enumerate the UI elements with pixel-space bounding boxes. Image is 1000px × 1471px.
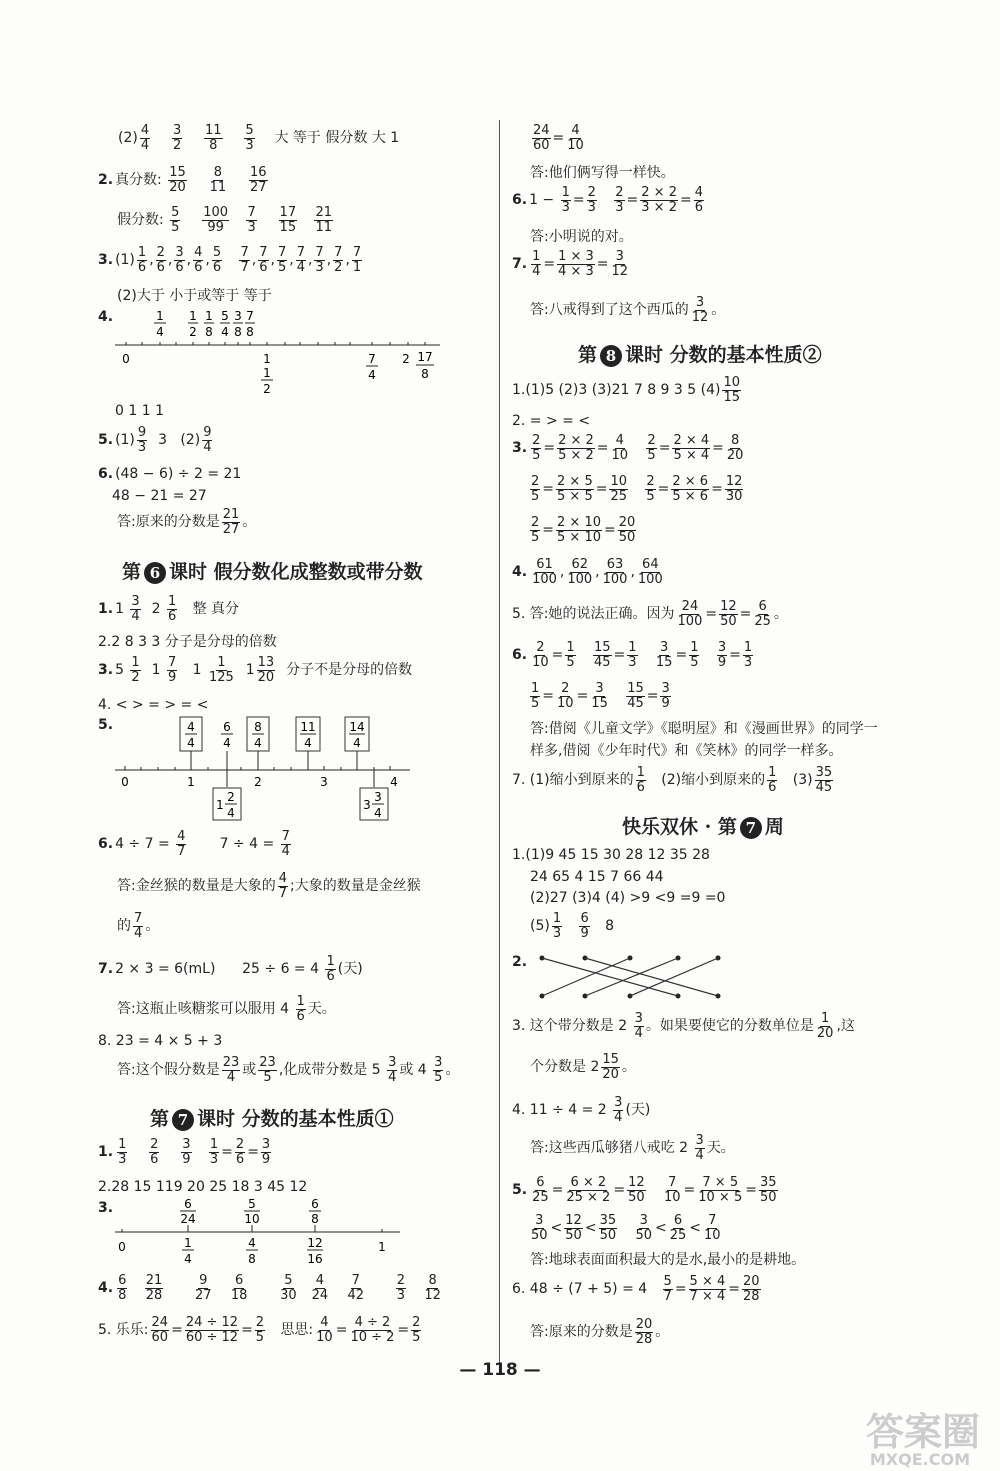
l6-q7: 7. 2 × 3 = 6(mL) 25 ÷ 6 = 4 $\frac{1}{6}$ (天): [98, 954, 363, 984]
svg-text:4: 4: [221, 325, 229, 339]
w-q3-line2: 个分数是 2 $\frac{15}{20}$ 。: [530, 1052, 636, 1082]
l5-q1-tail: 大 等于 假分数 大 1: [274, 130, 400, 147]
l5-q6-line1: 6. (48 − 6) ÷ 2 = 21: [98, 466, 242, 482]
svg-text:6: 6: [311, 1197, 319, 1211]
r-q7: 7. $\frac{1}{4}$ = $\frac{1 \times 3}{4 \times 3}$ = $\frac{3}{12}$: [512, 249, 629, 279]
svg-text:1: 1: [187, 775, 195, 789]
svg-text:8: 8: [234, 325, 242, 339]
svg-text:7: 7: [246, 309, 254, 323]
svg-text:4: 4: [368, 368, 376, 382]
l6-q5-number-line: [110, 712, 420, 824]
svg-text:3: 3: [320, 775, 328, 789]
svg-text:4: 4: [227, 806, 235, 820]
svg-text:8: 8: [246, 325, 254, 339]
r-q7-answer: 答:八戒得到了这个西瓜的 $\frac{3}{12}$ 。: [530, 295, 726, 325]
w-q1-line1: 1.(1)9 45 15 30 28 12 35 28: [512, 847, 710, 863]
svg-text:2: 2: [189, 325, 197, 339]
w-q2-matching-lines: [530, 952, 730, 1002]
l8-q2: 2. = > = <: [512, 413, 591, 429]
l6-q6: 6. 4 ÷ 7 = $\frac{4}{7}$ 7 ÷ 4 = $\frac{7}{4}$: [98, 829, 290, 859]
page-number: — 118 —: [459, 1360, 541, 1380]
svg-text:1: 1: [263, 366, 271, 380]
svg-text:4: 4: [353, 736, 361, 750]
svg-text:3: 3: [374, 790, 382, 804]
svg-text:12: 12: [307, 1236, 323, 1250]
l6-q8: 8. 23 = 4 × 5 + 3: [98, 1033, 223, 1049]
svg-text:11: 11: [300, 720, 316, 734]
w-q1-line4: (5) $\frac{1}{3}$ $\frac{6}{9}$ 8: [530, 911, 615, 941]
svg-text:2: 2: [263, 382, 271, 396]
w-q4-answer: 答:这些西瓜够猪八戒吃 2 $\frac{3}{4}$ 天。: [530, 1133, 735, 1163]
w-q1-line2: 24 65 4 15 7 66 44: [530, 869, 664, 885]
heading-lesson-6: 第 6 课时 假分数化成整数或带分数: [122, 561, 423, 583]
w-q5-answer: 答:地球表面面积最大的是水,最小的是耕地。: [530, 1252, 806, 1268]
l8-q6-answer-2: 样多,借阅《少年时代》和《笑林》的同学一样多。: [530, 743, 843, 759]
w-q5-row1: 5. $\frac{6}{25}$ = $\frac{6 \times 2}{25 \times 2}$ = $\frac{12}{50}$ $\frac{7}{10}$ = $\frac{7 \times 5}{10 \times 5}$ = $\frac{35}{50}$: [512, 1175, 777, 1205]
w-q5-row2: $\frac{3}{50}$ < $\frac{12}{50}$ < $\frac{35}{50}$ $\frac{3}{50}$ < $\frac{6}{25}$ < $\frac{7}{10}$: [531, 1213, 721, 1243]
l7-q3-label: 3.: [98, 1200, 114, 1216]
svg-text:4: 4: [248, 1236, 256, 1250]
svg-text:8: 8: [254, 720, 262, 734]
l5-q4-under: 0 1 1 1: [115, 403, 164, 419]
w-q6-answer: 答:原来的分数是 $\frac{20}{28}$ 。: [530, 1317, 670, 1347]
svg-text:4: 4: [184, 1252, 192, 1266]
l7-q1: 1. $\frac{1}{3}$ $\frac{2}{6}$ $\frac{3}{9}$ $\frac{1}{3}$ = $\frac{2}{6}$ = $\frac{3}{9}$: [98, 1137, 271, 1167]
heading-lesson-8: 第 8 课时 分数的基本性质②: [578, 344, 822, 366]
l5-q2-proper: 2. 真分数: $\frac{15}{20}$ $\frac{8}{11}$ $\frac{16}{27}$: [98, 165, 267, 195]
svg-text:4: 4: [187, 720, 195, 734]
l6-q2: 2.2 8 3 3 分子是分母的倍数: [98, 634, 277, 650]
l7-q3-number-line: [110, 1195, 410, 1270]
svg-text:24: 24: [180, 1212, 196, 1226]
l5-q1-part2: (2) $\frac{4}{4}$ $\frac{3}{2}$ $\frac{11}{8}$ $\frac{5}{3}$ 大 等于 假分数 大 1: [118, 123, 400, 153]
svg-text:2: 2: [402, 352, 410, 366]
svg-text:4: 4: [187, 736, 195, 750]
r-q6: 6. 1 − $\frac{1}{3}$ = $\frac{2}{3}$ $\frac{2}{3}$ = $\frac{2 \times 2}{3 \times 2}$ = $\frac{4}{6}$: [512, 185, 703, 215]
l7-q5: 5. 乐乐: $\frac{24}{60}$ = $\frac{24 \div 12}{60 \div 12}$ = $\frac{2}{5}$ 思思: $\frac{4}{10}$ = $\frac{4 \div 2}{10 \div 2}$ = $\frac{2}{5}$: [98, 1315, 421, 1345]
svg-text:1: 1: [189, 309, 197, 323]
l5-q2-improper: 假分数: $\frac{5}{5}$ $\frac{100}{99}$ $\frac{7}{3}$ $\frac{17}{15}$ $\frac{21}{11}$: [117, 205, 332, 235]
svg-text:1: 1: [378, 1240, 386, 1254]
svg-text:5: 5: [248, 1197, 256, 1211]
svg-text:0: 0: [121, 775, 129, 789]
l8-q5: 5. 答:她的说法正确。因为 $\frac{24}{100}$ = $\frac{12}{50}$ = $\frac{6}{25}$ 。: [512, 599, 788, 629]
svg-text:1: 1: [216, 798, 224, 812]
svg-text:17: 17: [417, 350, 433, 364]
svg-text:16: 16: [307, 1252, 323, 1266]
r-top-eq: $\frac{24}{60}$ = $\frac{4}{10}$: [533, 123, 584, 153]
l5-q6-line2: 48 − 21 = 27: [112, 488, 207, 504]
l6-q8-answer: 答:这个假分数是 $\frac{23}{4}$ 或 $\frac{23}{5}$ ,化成带分数是 5 $\frac{3}{4}$ 或 4 $\frac{3}{5}$ 。: [117, 1055, 460, 1085]
heading-lesson-7: 第 7 课时 分数的基本性质①: [150, 1108, 394, 1130]
svg-text:7: 7: [368, 352, 376, 366]
w-q4: 4. 11 ÷ 4 = 2 $\frac{3}{4}$ (天): [512, 1095, 651, 1125]
svg-text:1: 1: [205, 309, 213, 323]
l8-q3-row2: $\frac{2}{5}$ = $\frac{2 \times 5}{5 \times 5}$ = $\frac{10}{25}$ $\frac{2}{5}$ = $\frac{2 \times 6}{5 \times 6}$ = $\frac{12}{30}$: [531, 474, 743, 504]
w-q6: 6. 48 ÷ (7 + 5) = 4 $\frac{5}{7}$ = $\frac{5 \times 4}{7 \times 4}$ = $\frac{20}{28}$: [512, 1274, 760, 1304]
svg-text:8: 8: [421, 367, 429, 381]
svg-text:0: 0: [118, 1240, 126, 1254]
svg-text:1: 1: [184, 1236, 192, 1250]
l6-q6-answer-2: 的 $\frac{7}{4}$ 。: [117, 911, 160, 941]
l6-q5-label: 5.: [98, 717, 114, 733]
l6-q7-answer: 答:这瓶止咳糖浆可以服用 4 $\frac{1}{6}$ 天。: [117, 994, 336, 1024]
l6-q3: 3. 5 1 2 1 7 9 1 1 125 1 13 20 分子不是分母的倍数: [98, 655, 413, 685]
watermark-logo: 答案圈: [865, 1410, 980, 1454]
l5-q4-number-line: [110, 305, 450, 400]
watermark-site: MXQE.COM: [869, 1450, 970, 1469]
svg-text:14: 14: [349, 720, 365, 734]
l8-q3-row1: 3. $\frac{2}{5}$ = $\frac{2 \times 2}{5 \times 2}$ = $\frac{4}{10}$ $\frac{2}{5}$ = $\frac{2 \times 4}{5 \times 4}$ = $\frac{8}{20}$: [512, 433, 744, 463]
svg-text:4: 4: [254, 736, 262, 750]
l5-q4-label: 4.: [98, 309, 114, 325]
l8-q6-answer-1: 答:借阅《儿童文学》《聪明屋》和《漫画世界》的同学一: [530, 721, 878, 737]
svg-text:4: 4: [223, 736, 231, 750]
column-divider: [499, 120, 500, 1370]
l7-q4: 4. $\frac{6}{8}$ $\frac{21}{28}$ $\frac{9}{27}$ $\frac{6}{18}$ $\frac{5}{30}$ $\frac{4}{24}$ $\frac{7}{42}$ $\frac{2}{3}$ $\frac{8}{12}$: [98, 1273, 441, 1303]
w-q1-line3: (2)27 (3)4 (4) >9 <9 =9 =0: [530, 890, 726, 906]
l6-q4: 4. < > = > = <: [98, 697, 209, 713]
l5-q3-part1: 3. (1) $\frac{1}{6}$ , $\frac{2}{6}$ , $\frac{3}{6}$ , $\frac{4}{6}$ , $\frac{5}{6}$ $\frac{7}{7}$ , $\frac{7}{6}$ , $\frac{7}{5}$ , $\frac{7}{4}$ , $\frac{7}{3}$ , $\frac{7}{2}$ , $\frac{7}{1}$: [98, 245, 362, 275]
r-q6-answer: 答:小明说的对。: [530, 229, 633, 245]
heading-weekend-7: 快乐双休 · 第 7 周: [622, 816, 784, 838]
svg-text:4: 4: [374, 806, 382, 820]
l8-q6-row2: $\frac{1}{5}$ = $\frac{2}{10}$ = $\frac{3}{15}$ $\frac{15}{45}$ = $\frac{3}{9}$: [531, 681, 670, 711]
svg-text:2: 2: [254, 775, 262, 789]
w-q3-line1: 3. 这个带分数是 2 $\frac{3}{4}$ 。如果要使它的分数单位是 $\frac{1}{20}$ ,这: [512, 1011, 855, 1041]
l6-q1: 1. 1 3 4 2 1 6 整 真分: [98, 594, 240, 624]
l8-q4: 4. $\frac{61}{100}$ , $\frac{62}{100}$ , $\frac{63}{100}$ , $\frac{64}{100}$: [512, 557, 663, 587]
svg-text:3: 3: [363, 798, 371, 812]
svg-text:1: 1: [156, 309, 164, 323]
svg-text:3: 3: [234, 309, 242, 323]
svg-text:5: 5: [221, 309, 229, 323]
svg-text:8: 8: [205, 325, 213, 339]
svg-text:8: 8: [311, 1212, 319, 1226]
svg-text:1: 1: [263, 352, 271, 366]
svg-text:6: 6: [223, 720, 231, 734]
l6-q6-answer-1: 答:金丝猴的数量是大象的 $\frac{4}{7}$ ;大象的数量是金丝猴: [117, 871, 421, 901]
l5-q5: 5. (1) $\frac{9}{3}$ 3 (2) $\frac{9}{4}$: [98, 425, 212, 455]
svg-text:0: 0: [122, 352, 130, 366]
l8-q1: 1.(1)5 (2)3 (3)21 7 8 9 3 5 (4) $\frac{10}{15}$: [512, 375, 740, 405]
l8-q6-row1: 6. $\frac{2}{10}$ = $\frac{1}{5}$ $\frac{15}{45}$ = $\frac{1}{3}$ $\frac{3}{15}$ = $\frac{1}{5}$ $\frac{3}{9}$ = $\frac{1}{3}$: [512, 640, 753, 670]
svg-text:4: 4: [156, 325, 164, 339]
svg-text:2: 2: [227, 790, 235, 804]
svg-text:4: 4: [390, 775, 398, 789]
svg-text:6: 6: [184, 1197, 192, 1211]
svg-text:4: 4: [304, 736, 312, 750]
l5-q6-answer: 答:原来的分数是 $\frac{21}{27}$ 。: [117, 507, 257, 537]
l8-q3-row3: $\frac{2}{5}$ = $\frac{2 \times 10}{5 \times 10}$ = $\frac{20}{50}$: [531, 515, 636, 545]
l7-q2: 2.28 15 119 20 25 18 3 45 12: [98, 1179, 308, 1195]
r-top-answer: 答:他们俩写得一样快。: [530, 165, 675, 181]
svg-text:8: 8: [248, 1252, 256, 1266]
w-q2-label: 2.: [512, 954, 528, 970]
l8-q7: 7. (1)缩小到原来的 $\frac{1}{6}$ (2)缩小到原来的 $\frac{1}{6}$ (3) $\frac{35}{45}$: [512, 765, 833, 795]
svg-text:10: 10: [244, 1212, 260, 1226]
l5-q3-part2: (2)大于 小于或等于 等于: [117, 288, 272, 304]
